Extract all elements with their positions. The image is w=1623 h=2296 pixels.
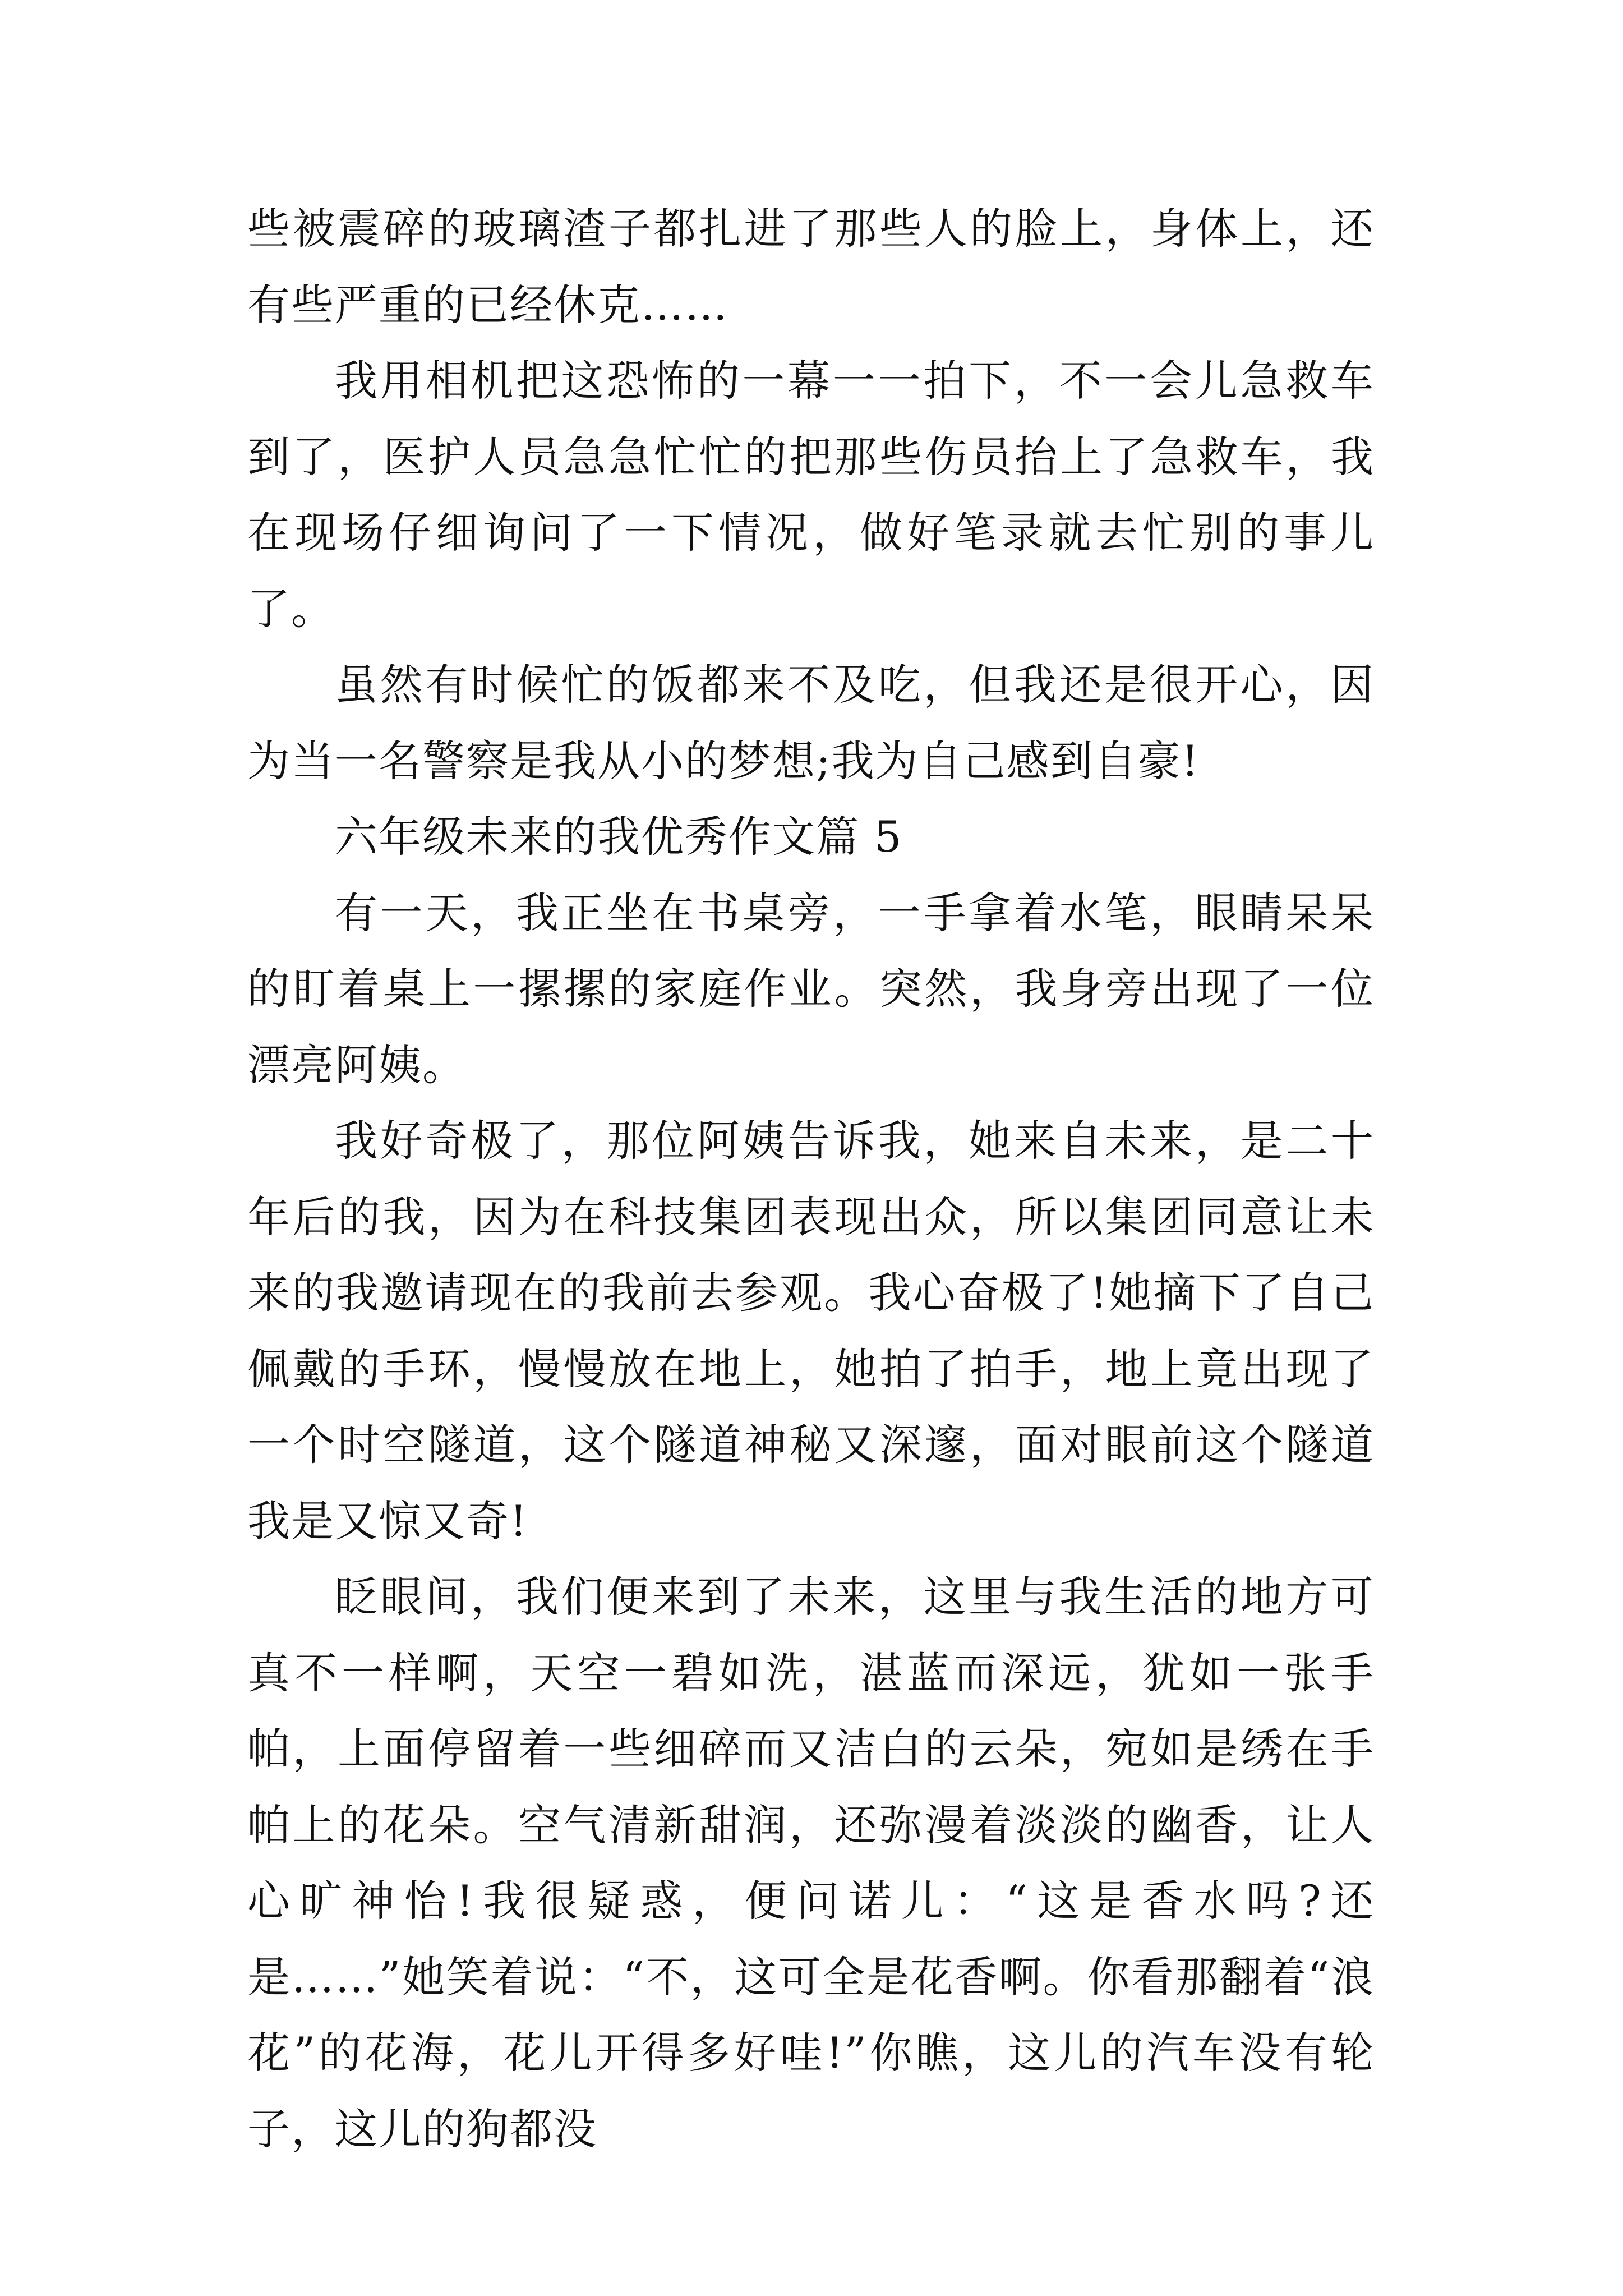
paragraph-5: 我好奇极了，那位阿姨告诉我，她来自未来，是二十年后的我，因为在科技集团表现出众，所以集团同意让未来的我邀请现在的我前去参观。我心奋极了!她摘下了自己佩戴的手环，慢慢放在地上，她拍了拍手，地上竟出现了一个时空隧道，这个隧道神秘又深邃，面对眼前这个隧道我是又惊又奇! <box>247 1116 1375 1546</box>
paragraph-3: 虽然有时候忙的饭都来不及吃，但我还是很开心，因为当一名警察是我从小的梦想;我为自己感到自豪! <box>247 660 1375 786</box>
section-heading: 六年级未来的我优秀作文篇 5 <box>335 812 903 862</box>
document-body <box>247 191 1375 2167</box>
paragraph-2: 我用相机把这恐怖的一幕一一拍下，不一会儿急救车到了，医护人员急急忙忙的把那些伤员抬上了急救车，我在现场仔细询问了一下情况，做好笔录就去忙别的事儿了。 <box>247 356 1375 634</box>
paragraph-1: 些被震碎的玻璃渣子都扎进了那些人的脸上，身体上，还有些严重的已经休克…… <box>247 204 1375 330</box>
paragraph-4: 有一天，我正坐在书桌旁，一手拿着水笔，眼睛呆呆的盯着桌上一摞摞的家庭作业。突然，我身旁出现了一位漂亮阿姨。 <box>247 887 1375 1090</box>
paragraph-6: 眨眼间，我们便来到了未来，这里与我生活的地方可真不一样啊，天空一碧如洗，湛蓝而深远，犹如一张手帕，上面停留着一些细碎而又洁白的云朵，宛如是绣在手帕上的花朵。空气清新甜润，还弥漫着淡淡的幽香，让人心旷神怡!我很疑惑，便问诺儿：“这是香水吗?还是……”她笑着说：“不，这可全是花香啊。你看那翻着“浪花”的花海，花儿开得多好哇!”你瞧，这儿的汽车没有轮子，这儿的狗都没 <box>247 1572 1375 2154</box>
